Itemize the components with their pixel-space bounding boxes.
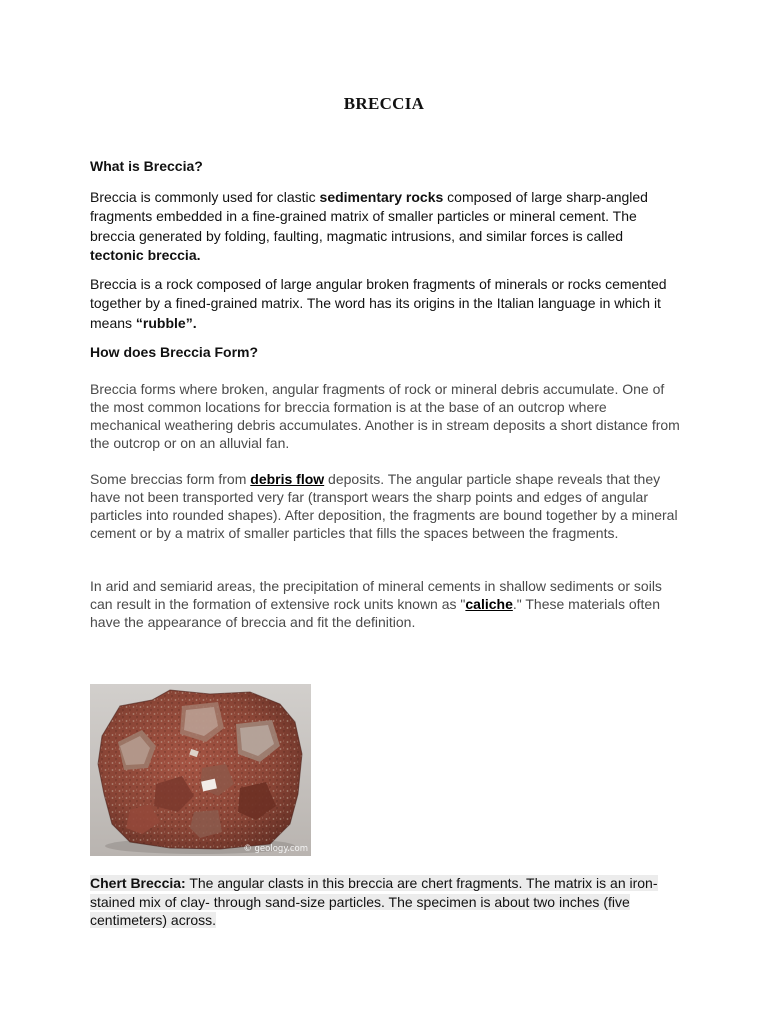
breccia-photo	[90, 684, 311, 856]
paragraph-caliche	[90, 577, 680, 631]
text-span: Breccia is commonly used for clastic	[90, 189, 320, 205]
text-span: Some breccias form from	[90, 471, 251, 487]
bold-term-sedimentary-rocks: sedimentary rocks	[319, 189, 444, 205]
heading-how-does-breccia-form: How does Breccia Form?	[90, 344, 259, 360]
page-title: BRECCIA	[343, 94, 425, 113]
text-span: deposits. The angular particle shape reveals that they have not been transported very far (transport wears the sharp points and edges of angular particles into rounded shapes). After deposition, the fragments are bound together by a mineral cement or by a matrix of smaller particles that fills the spaces between the fragments.	[90, 471, 678, 541]
caption-text: The angular clasts in this breccia are chert fragments. The matrix is an iron-stained mix of clay- through sand-size particles. The specimen is about two inches (five centimeters) across.	[90, 875, 658, 928]
caption-label: Chert Breccia:	[90, 875, 186, 891]
breccia-rock-image	[90, 684, 311, 856]
caption-highlight	[90, 875, 658, 928]
text-span: composed of large sharp-angled fragments embedded in a fine-grained matrix of smaller particles or mineral cement. The breccia generated by folding, faulting, magmatic intrusions, and similar forces is called	[90, 189, 648, 244]
text-span: In arid and semiarid areas, the precipitation of mineral cements in shallow sediments or soils can result in the formation of extensive rock units known as "	[90, 578, 662, 612]
heading-what-is-breccia: What is Breccia?	[90, 158, 203, 174]
paragraph-debris-flow	[90, 470, 680, 542]
text-span: Breccia is a rock composed of large angular broken fragments of minerals or rocks cemented together by a fined-grained matrix. The word has its origins in the Italian language in which it means	[90, 276, 667, 331]
paragraph-formation: Breccia forms where broken, angular fragments of rock or mineral debris accumulate. One of the most common locations for breccia formation is at the base of an outcrop where mechanical weathering debris accumulates. Another is in stream deposits a short distance from the outcrop or on an alluvial fan.	[90, 381, 680, 451]
figure-caption	[90, 874, 680, 930]
link-caliche[interactable]: caliche	[465, 596, 513, 612]
text-span: ." These materials often have the appearance of breccia and fit the definition.	[90, 596, 660, 630]
bold-term-tectonic-breccia: tectonic breccia.	[90, 246, 201, 263]
link-debris-flow[interactable]: debris flow	[250, 471, 325, 487]
paragraph-etymology	[90, 275, 680, 333]
watermark: © geology.com	[243, 844, 308, 854]
paragraph-definition	[90, 188, 680, 265]
bold-term-rubble: “rubble”.	[135, 314, 197, 331]
